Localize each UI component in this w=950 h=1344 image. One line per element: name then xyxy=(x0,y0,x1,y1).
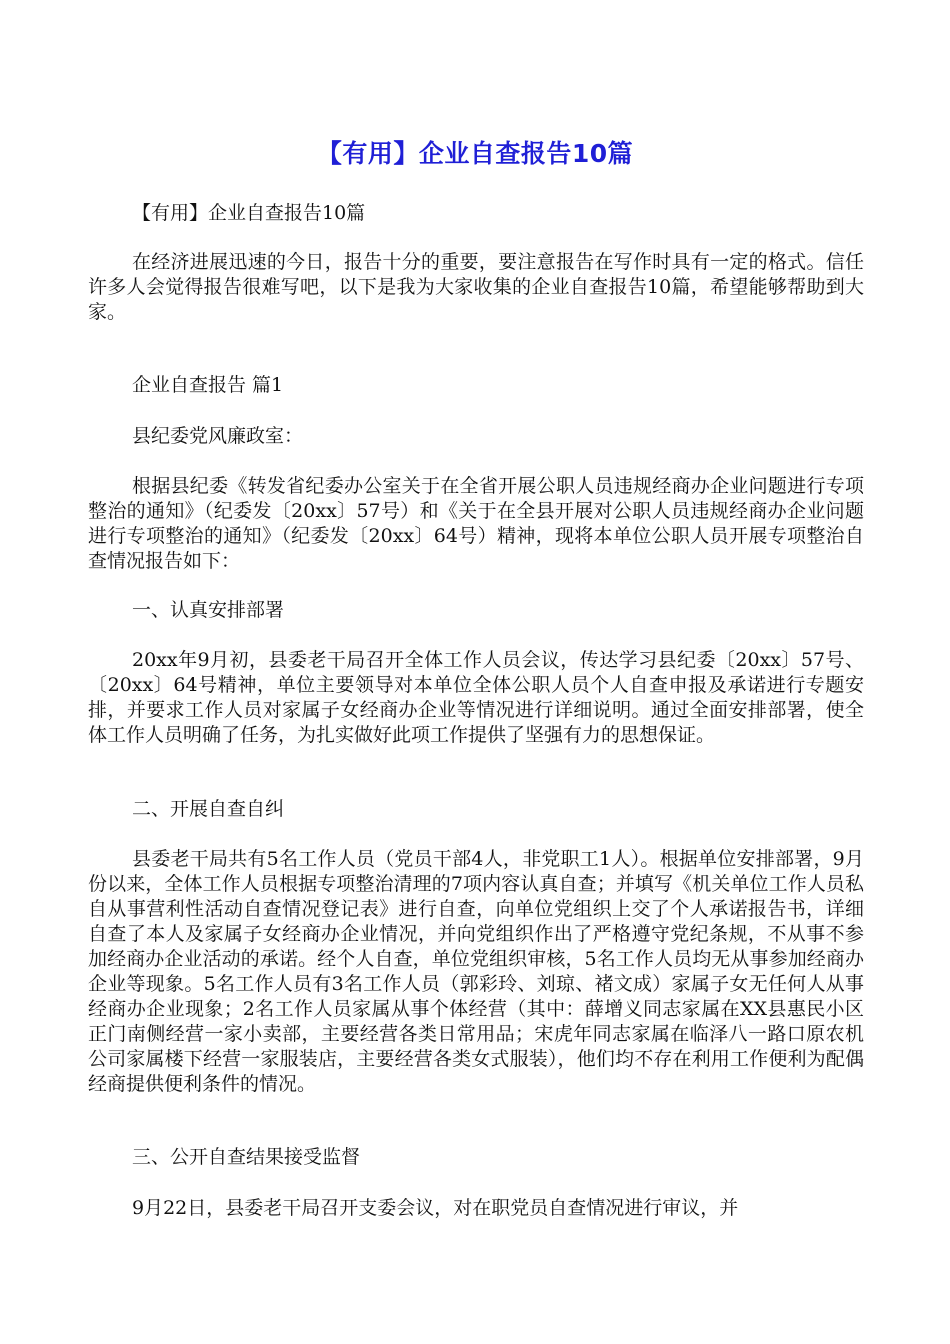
arrangement-paragraph: 20xx年9月初，县委老干局召开全体工作人员会议，传达学习县纪委〔20xx〕57号、〔20xx〕64号精神，单位主要领导对本单位全体公职人员个人自查申报及承诺进行专题安排，并要求工作人员对家属子女经商办企业等情况进行详细说明。通过全面安排部署，使全体工作人员明确了任务，为扎实做好此项工作提供了坚强有力的思想保证。 xyxy=(88,649,864,746)
intro-paragraph: 在经济进展迅速的今日，报告十分的重要，要注意报告在写作时具有一定的格式。信任许多人会觉得报告很难写吧，以下是我为大家收集的企业自查报告10篇，希望能够帮助到大家。 xyxy=(88,251,864,323)
document-title: 【有用】企业自查报告10篇 xyxy=(316,139,634,168)
self-check-paragraph: 县委老干局共有5名工作人员（党员干部4人，非党职工1人）。根据单位安排部署，9月份以来，全体工作人员根据专项整治清理的7项内容认真自查；并填写《机关单位工作人员私自从事营利性活动自查情况登记表》进行自查，向单位党组织上交了个人承诺报告书，详细自查了本人及家属子女经商办企业情况，并向党组织作出了严格遵守党纪条规，不从事不参加经商办企业活动的承诺。经个人自查，单位党组织审核，5名工作人员均无从事参加经商办企业等现象。5名工作人员有3名工作人员（郭彩玲、刘琼、褚文成）家属子女无任何人从事经商办企业现象；2名工作人员家属从事个体经营（其中：薛增义同志家属在XX县惠民小区正门南侧经营一家小卖部，主要经营各类日常用品；宋虎年同志家属在临泽八一路口原农机公司家属楼下经营一家服装店，主要经营各类女式服装），他们均不存在利用工作便利为配偶经商提供便利条件的情况。 xyxy=(88,848,864,1095)
supervision-paragraph: 9月22日，县委老干局召开支委会议，对在职党员自查情况进行审议，并 xyxy=(132,1197,739,1219)
section-heading-part1: 企业自查报告 篇1 xyxy=(132,374,284,396)
intro-heading: 【有用】企业自查报告10篇 xyxy=(132,202,366,224)
addressee: 县纪委党风廉政室： xyxy=(132,425,304,447)
subheading-self-check: 二、开展自查自纠 xyxy=(132,798,285,820)
subheading-arrangement: 一、认真安排部署 xyxy=(132,599,285,621)
basis-paragraph: 根据县纪委《转发省纪委办公室关于在全省开展公职人员违规经商办企业问题进行专项整治的通知》（纪委发〔20xx〕57号）和《关于在全县开展对公职人员违规经商办企业问题进行专项整治的通知》（纪委发〔20xx〕64号）精神，现将本单位公职人员开展专项整治自查情况报告如下： xyxy=(88,475,864,572)
subheading-supervision: 三、公开自查结果接受监督 xyxy=(132,1146,361,1168)
